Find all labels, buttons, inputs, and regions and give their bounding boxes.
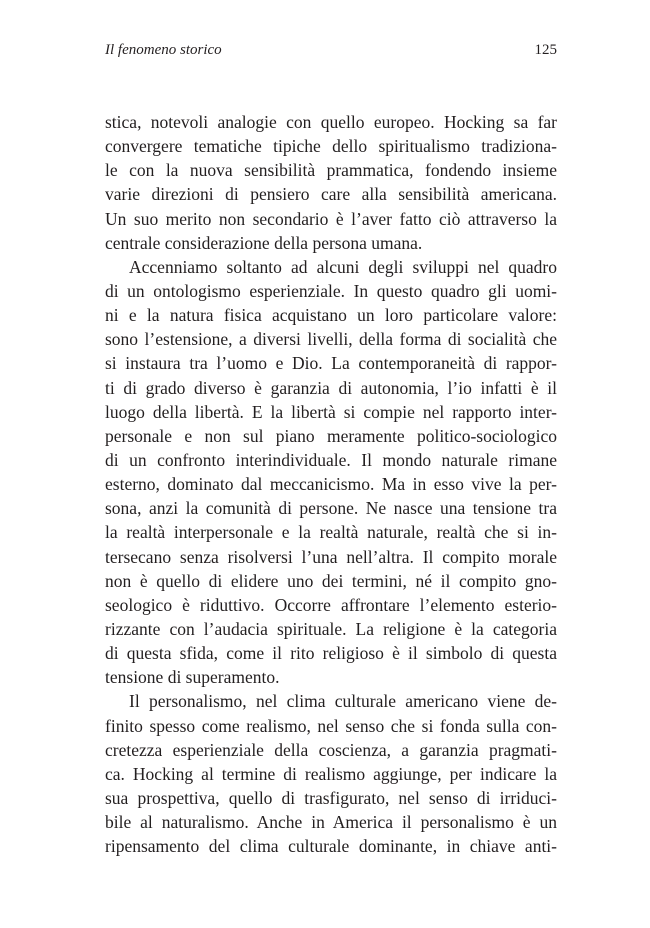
text-line: tersecano senza risolversi l’una nell’altra. Il compito morale bbox=[105, 546, 557, 567]
text-line: le con la nuova sensibilità prammatica, fondendo insieme bbox=[105, 160, 557, 181]
text-line: convergere tematiche tipiche dello spiritualismo tradiziona- bbox=[105, 136, 557, 157]
text-line: bile al naturalismo. Anche in America il personalismo è un bbox=[105, 812, 557, 833]
text-line: sona, anzi la comunità di persone. Ne nasce una tensione tra bbox=[105, 498, 557, 519]
text-line: stica, notevoli analogie con quello europeo. Hocking sa far bbox=[105, 112, 557, 132]
text-line: sua prospettiva, quello di trasfigurato, nel senso di irriduci- bbox=[105, 787, 557, 808]
running-title: Il fenomeno storico bbox=[105, 42, 222, 58]
text-line: luogo della libertà. E la libertà si compie nel rapporto inter- bbox=[105, 401, 557, 422]
text-line: finito spesso come realismo, nel senso che si fonda sulla con- bbox=[105, 715, 557, 736]
text-line: di un confronto interindividuale. Il mondo naturale rimane bbox=[105, 449, 557, 470]
text-line: esterno, dominato dal meccanicismo. Ma in esso vive la per- bbox=[105, 474, 557, 495]
text-line: personale e non sul piano meramente politico-sociologico bbox=[105, 425, 557, 446]
text-line: ripensamento del clima culturale dominante, in chiave anti- bbox=[105, 836, 557, 857]
text-line: seologico è riduttivo. Occorre affrontare l’elemento esterio- bbox=[105, 594, 557, 615]
body-text bbox=[105, 110, 557, 858]
text-line: si instaura tra l’uomo e Dio. La contemporaneità di rappor- bbox=[105, 353, 557, 374]
text-line: non è quello di elidere uno dei termini, né il compito gno- bbox=[105, 570, 557, 591]
text-line: Un suo merito non secondario è l’aver fatto ciò attraverso la bbox=[105, 208, 557, 229]
text-line: centrale considerazione della persona umana. bbox=[105, 232, 423, 253]
text-line: varie direzioni di pensiero care alla sensibilità americana. bbox=[105, 184, 557, 205]
text-line: Accenniamo soltanto ad alcuni degli sviluppi nel quadro bbox=[129, 256, 557, 277]
text-line: la realtà interpersonale e la realtà naturale, realtà che si in- bbox=[105, 522, 557, 543]
text-line: ti di grado diverso è garanzia di autonomia, l’io infatti è il bbox=[105, 377, 557, 398]
running-head bbox=[105, 42, 557, 66]
text-line: Il personalismo, nel clima culturale americano viene de- bbox=[129, 691, 557, 712]
text-line: di un ontologismo esperienziale. In questo quadro gli uomi- bbox=[105, 280, 557, 301]
page-number: 125 bbox=[534, 42, 557, 58]
text-line: cretezza esperienziale della coscienza, a garanzia pragmati- bbox=[105, 739, 557, 760]
text-line: tensione di superamento. bbox=[105, 667, 280, 688]
text-line: sono l’estensione, a diversi livelli, della forma di socialità che bbox=[105, 329, 557, 350]
text-line: rizzante con l’audacia spirituale. La religione è la categoria bbox=[105, 618, 557, 639]
text-line: ca. Hocking al termine di realismo aggiunge, per indicare la bbox=[105, 763, 557, 784]
text-line: ni e la natura fisica acquistano un loro particolare valore: bbox=[105, 305, 557, 326]
text-line: di questa sfida, come il rito religioso è il simbolo di questa bbox=[105, 643, 557, 664]
